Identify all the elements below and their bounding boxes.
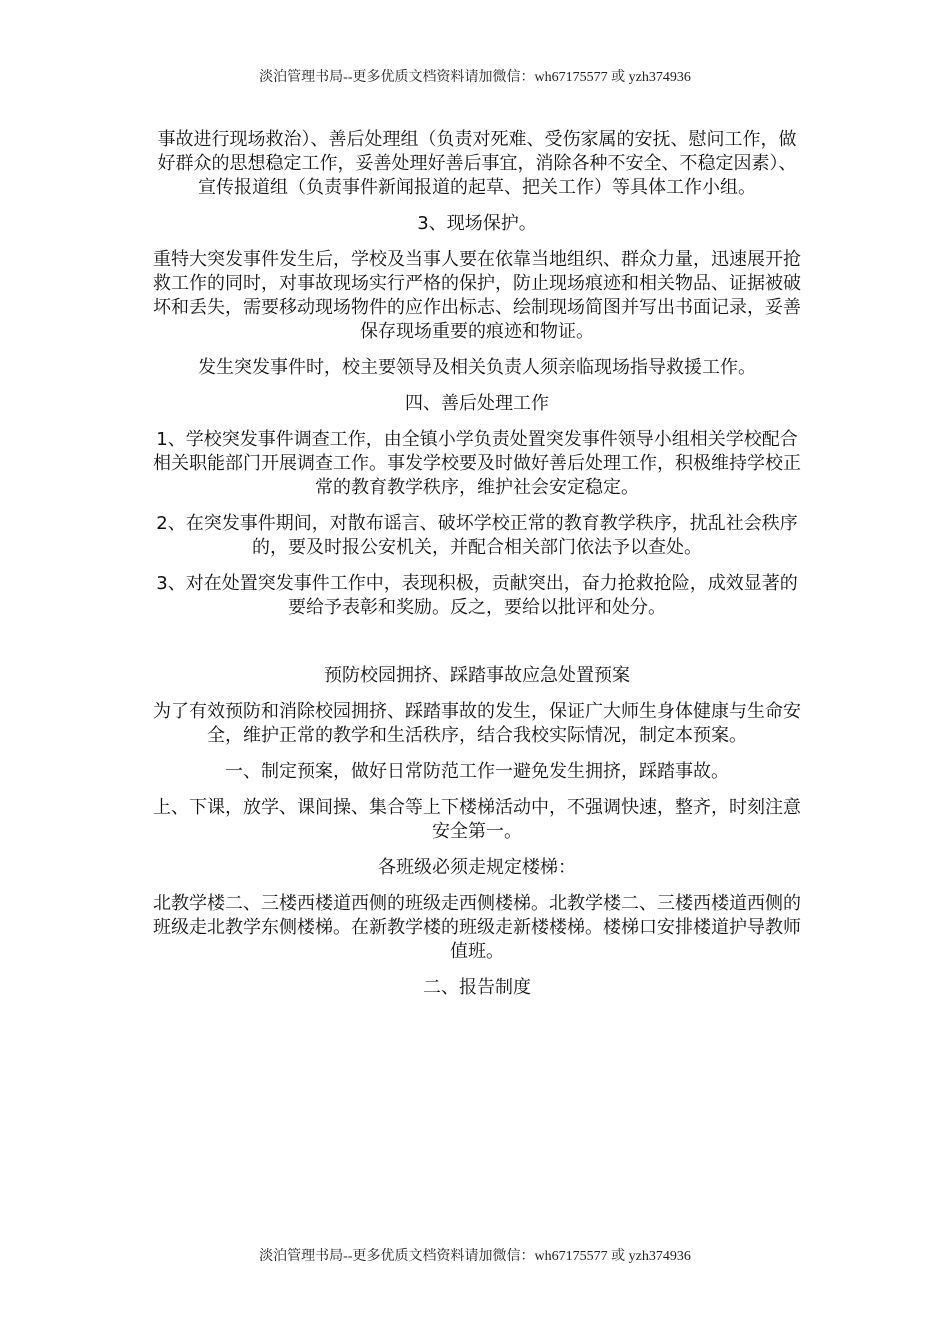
paragraph-stair-safety: 上、下课，放学、课间操、集合等上下楼梯活动中，不强调快速，整齐，时刻注意安全第一。 <box>153 797 801 842</box>
paragraph-aftermath-1: 1、学校突发事件调查工作，由全镇小学负责处置突发事件领导小组相关学校配合相关职能部门开展调查工作。事发学校要及时做好善后处理工作，积极维持学校正常的教育教学秩序，维护社会安定稳定。 <box>153 429 801 498</box>
section-title-stampede-plan: 预防校园拥挤、踩踏事故应急处置预案 <box>324 665 630 686</box>
page-header: 淡泊管理书局--更多优质文档资料请加微信：wh67175577 或 yzh374936 <box>259 70 691 85</box>
paragraph-aftermath-2: 2、在突发事件期间，对散布谣言、破坏学校正常的教育教学秩序，扰乱社会秩序的，要及时报公安机关，并配合相关部门依法予以查处。 <box>156 513 798 558</box>
heading-assigned-stairs: 各班级必须走规定楼梯： <box>378 857 576 878</box>
paragraph-scene-protection: 重特大突发事件发生后，学校及当事人要在依靠当地组织、群众力量，迅速展开抢救工作的同时，对事故现场实行严格的保护，防止现场痕迹和相关物品、证据被破坏和丢失，需要移动现场物件的应作出标志、绘制现场简图并写出书面记录，妥善保存现场重要的痕迹和物证。 <box>153 249 801 342</box>
paragraph-stair-assignment: 北教学楼二、三楼西楼道西侧的班级走西侧楼梯。北教学楼二、三楼西楼道西侧的班级走北教学东侧楼梯。在新教学楼的班级走新楼楼梯。楼梯口安排楼道护导教师值班。 <box>153 893 801 962</box>
heading-aftermath: 四、善后处理工作 <box>405 393 549 414</box>
page-footer: 淡泊管理书局--更多优质文档资料请加微信：wh67175577 或 yzh374936 <box>259 1249 691 1264</box>
paragraph-plan-intro: 为了有效预防和消除校园拥挤、踩踏事故的发生，保证广大师生身体健康与生命安全，维护正常的教学和生活秩序，结合我校实际情况，制定本预案。 <box>153 701 801 746</box>
document-body <box>152 128 802 1012</box>
paragraph-rescue-groups: 事故进行现场救治）、善后处理组（负责对死难、受伤家属的安抚、慰问工作，做好群众的思想稳定工作，妥善处理好善后事宜，消除各种不安全、不稳定因素）、宣传报道组（负责事件新闻报道的起草、把关工作）等具体工作小组。 <box>157 129 797 198</box>
paragraph-aftermath-3: 3、对在处置突发事件工作中，表现积极，贡献突出，奋力抢救抢险，成效显著的要给予表彰和奖励。反之，要给以批评和处分。 <box>156 573 798 618</box>
heading-reporting: 二、报告制度 <box>423 977 531 998</box>
heading-prevention: 一、制定预案，做好日常防范工作一避免发生拥挤，踩踏事故。 <box>225 761 729 782</box>
paragraph-leader-on-site: 发生突发事件时，校主要领导及相关负责人须亲临现场指导救援工作。 <box>198 357 756 378</box>
heading-scene-protection: 3、现场保护。 <box>417 213 537 234</box>
